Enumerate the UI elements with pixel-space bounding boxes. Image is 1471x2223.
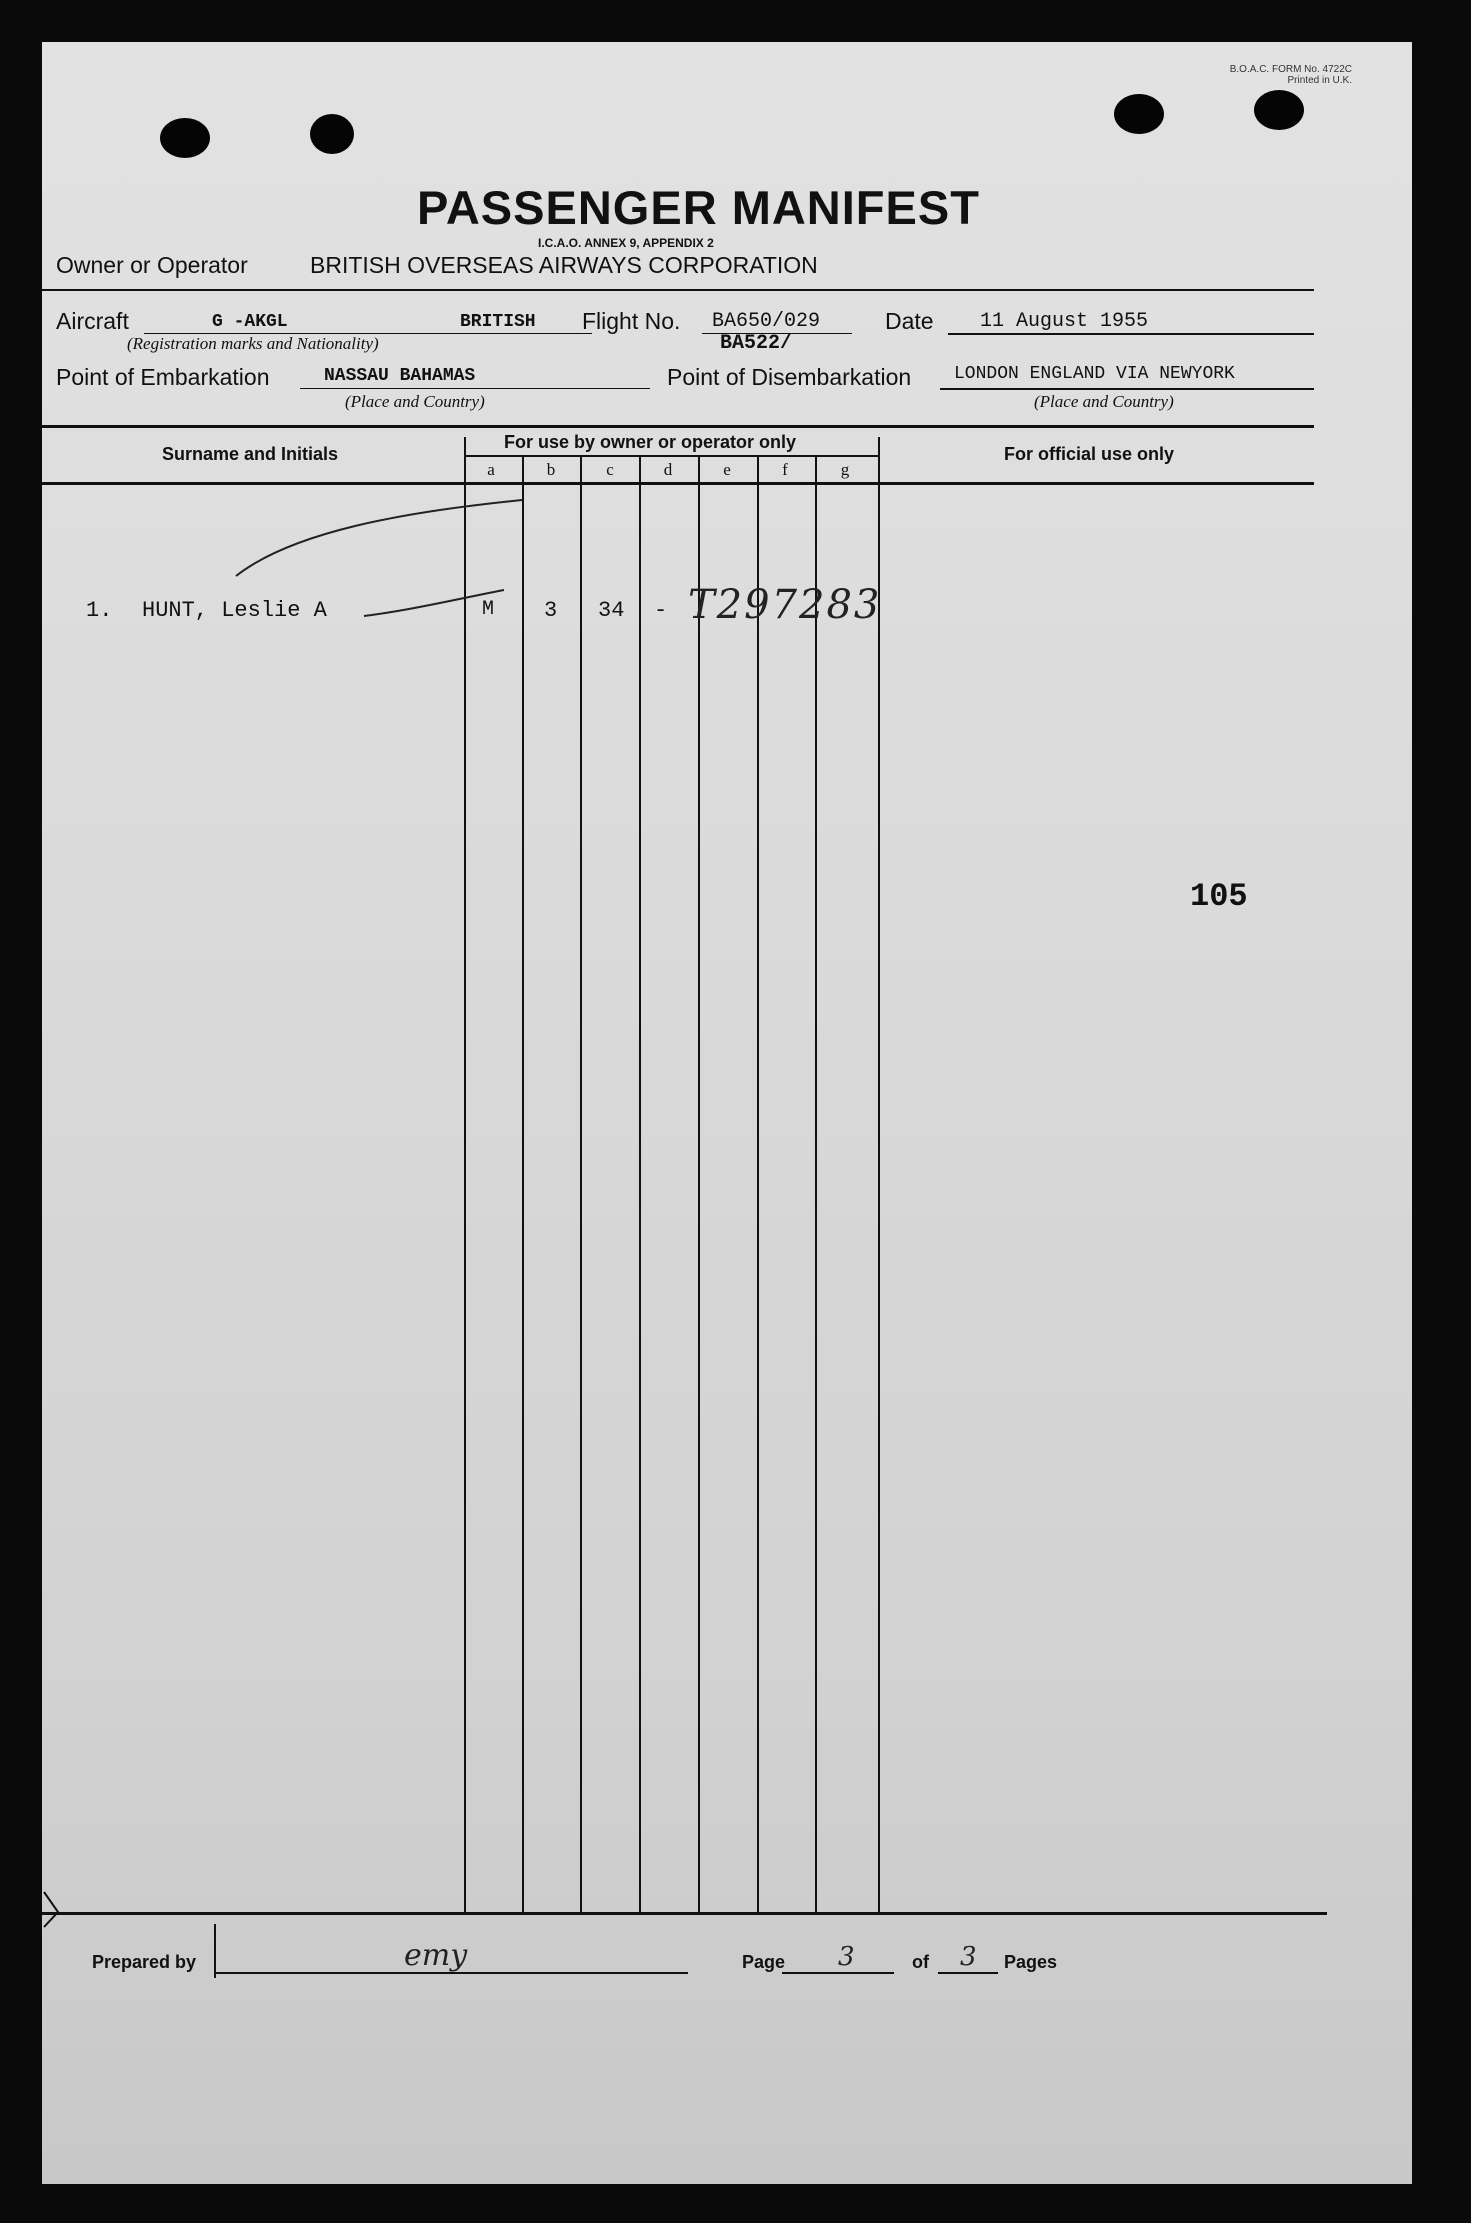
- cell-b: 3: [544, 598, 558, 623]
- cell-a: M: [482, 598, 495, 621]
- field-underline: [938, 1972, 998, 1974]
- aircraft-label: Aircraft: [56, 308, 129, 334]
- owner-value: BRITISH OVERSEAS AIRWAYS CORPORATION: [310, 252, 818, 278]
- footer-mark: [214, 1924, 216, 1978]
- col-letter-b: b: [546, 460, 556, 479]
- row-number: 1.: [86, 598, 113, 623]
- col-letter-a: a: [487, 460, 495, 479]
- col-header-name: Surname and Initials: [162, 444, 339, 464]
- date-label: Date: [885, 308, 934, 334]
- col-letter-f: f: [782, 460, 788, 479]
- col-letter-g: g: [840, 460, 850, 479]
- stamp-number: 105: [1190, 878, 1248, 915]
- table-bottom-rule: [42, 1912, 1327, 1915]
- flight-number: BA650/029: [712, 310, 821, 333]
- date-value: 11 August 1955: [980, 310, 1149, 333]
- edge-mark: [42, 1882, 72, 1942]
- col-letter-d: d: [663, 460, 673, 479]
- col-header-owner-use: For use by owner or operator only: [504, 432, 797, 452]
- col-letter-e: e: [723, 460, 731, 479]
- field-underline: [782, 1972, 894, 1974]
- aircraft-registration: G -AKGL: [212, 312, 288, 332]
- page-label: Page: [742, 1952, 786, 1972]
- prepared-by-value: emy: [404, 1938, 468, 1973]
- passenger-name: HUNT, Leslie A: [142, 598, 327, 623]
- disembarkation-note: (Place and Country): [1034, 392, 1174, 411]
- form-number: B.O.A.C. FORM No. 4722C Printed in U.K.: [1229, 64, 1352, 86]
- embarkation-value: NASSAU BAHAMAS: [324, 366, 476, 386]
- pen-strokes: [42, 42, 1412, 742]
- of-label: of: [912, 1952, 929, 1972]
- cell-c: 34: [598, 598, 625, 623]
- page-subtitle: I.C.A.O. ANNEX 9, APPENDIX 2: [538, 236, 714, 250]
- disembarkation-value: LONDON ENGLAND VIA NEWYORK: [954, 364, 1235, 384]
- manifest-sheet: [42, 42, 1412, 2184]
- col-letter-c: c: [606, 460, 614, 479]
- aircraft-nationality: BRITISH: [460, 312, 536, 332]
- owner-label: Owner or Operator: [56, 252, 248, 278]
- disembarkation-label: Point of Disembarkation: [667, 364, 912, 390]
- col-header-official: For official use only: [1004, 444, 1175, 464]
- flight-number-2: BA522/: [720, 332, 793, 355]
- of-value: 3: [960, 1942, 977, 1972]
- page-title: PASSENGER MANIFEST: [417, 181, 980, 234]
- prepared-by-label: Prepared by: [92, 1952, 197, 1972]
- cell-d: -: [654, 598, 668, 623]
- page-value: 3: [838, 1942, 855, 1972]
- embarkation-note: (Place and Country): [345, 392, 485, 411]
- embarkation-label: Point of Embarkation: [56, 364, 270, 390]
- pages-label: Pages: [1004, 1952, 1058, 1972]
- flight-label: Flight No.: [582, 308, 681, 334]
- aircraft-note: (Registration marks and Nationality): [127, 334, 379, 353]
- handwritten-number: T297283: [688, 582, 882, 628]
